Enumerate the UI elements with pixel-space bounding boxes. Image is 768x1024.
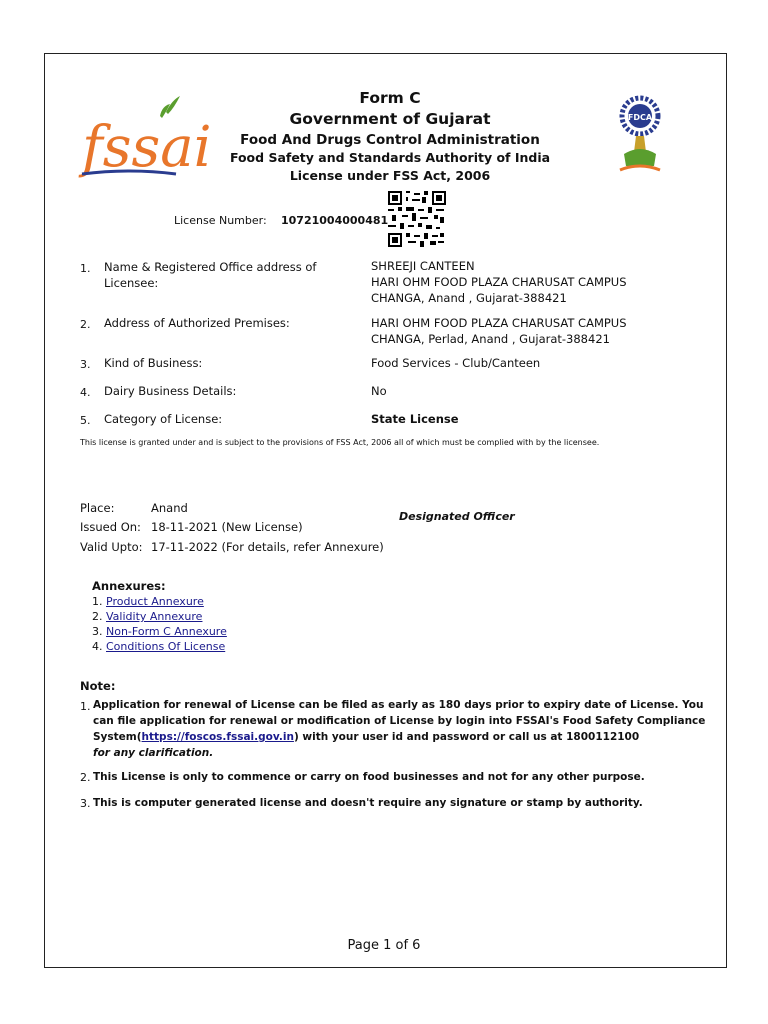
note-title: Note: [80, 679, 116, 693]
business-kind-label: Kind of Business: [104, 356, 203, 370]
fdca-emblem [610, 92, 676, 182]
license-number: 10721004000481 [281, 214, 389, 227]
row-number: 2. [80, 318, 91, 331]
act-title: License under FSS Act, 2006 [289, 168, 491, 183]
note-number: 2. [80, 771, 91, 784]
qr-code-icon [388, 191, 446, 247]
row-number: 3. [80, 358, 91, 371]
conditions-of-license-link[interactable]: Conditions Of License [106, 640, 226, 653]
designated-officer: Designated Officer [399, 510, 515, 523]
annexure-number: 1. [92, 595, 103, 608]
place-value: Anand [151, 501, 188, 515]
validity-annexure-link[interactable]: Validity Annexure [106, 610, 203, 623]
form-title: Form C [359, 89, 421, 107]
annexure-number: 2. [92, 610, 103, 623]
annexures-title: Annexures: [92, 579, 166, 593]
annexure-item [92, 640, 225, 653]
foscos-link[interactable]: https://foscos.fssai.gov.in [141, 731, 294, 743]
row-number: 4. [80, 386, 91, 399]
annexure-number: 3. [92, 625, 103, 638]
place-label: Place: [80, 501, 115, 515]
annexure-item [92, 595, 204, 608]
grant-statement: This license is granted under and is subject to the provisions of FSS Act, 2006 all of which must be complied with by the licensee. [80, 438, 600, 447]
licensee-value: SHREEJI CANTEEN HARI OHM FOOD PLAZA CHARUSAT CAMPUS CHANGA, Anand , Gujarat-388421 [371, 259, 627, 305]
category-label: Category of License: [104, 412, 223, 426]
issued-label: Issued On: [80, 520, 141, 534]
product-annexure-link[interactable]: Product Annexure [106, 595, 204, 608]
business-kind-value: Food Services - Club/Canteen [371, 356, 541, 370]
note-renewal-clarification: for any clarification. [93, 747, 214, 759]
annexure-number: 4. [92, 640, 103, 653]
note-number: 3. [80, 797, 91, 810]
page-border [44, 53, 727, 968]
valid-label: Valid Upto: [80, 540, 143, 554]
svg-text:FDCA: FDCA [627, 113, 653, 122]
admin-title: Food And Drugs Control Administration [240, 132, 540, 148]
note-renewal [93, 697, 711, 761]
premises-value: HARI OHM FOOD PLAZA CHARUSAT CAMPUS CHANGA, Perlad, Anand , Gujarat-388421 [371, 316, 627, 346]
note-computer-generated: This is computer generated license and doesn't require any signature or stamp by authority. [93, 797, 643, 809]
annexure-item [92, 625, 227, 638]
fssai-logo [80, 82, 212, 182]
row-number: 5. [80, 414, 91, 427]
dairy-label: Dairy Business Details: [104, 384, 237, 398]
row-number: 1. [80, 262, 91, 275]
category-value: State License [371, 412, 459, 426]
license-number-label: License Number: [174, 214, 267, 227]
annexure-item [92, 610, 202, 623]
page-number: Page 1 of 6 [347, 938, 421, 953]
note-purpose: This License is only to commence or carry on food businesses and not for any other purpose. [93, 771, 645, 783]
dairy-value: No [371, 384, 387, 398]
note-renewal-text-cont: ) with your user id and password or call us at 1800112100 [293, 731, 640, 743]
authority-title: Food Safety and Standards Authority of India [229, 150, 551, 165]
note-number: 1. [80, 700, 91, 713]
note-renewal-text: Application for renewal of License can be filed as early as 180 days prior to expiry date of License. You can file application for renewal or modification of License by login into FSSAI's Food Safety Compliance System( [93, 699, 706, 743]
non-form-c-annexure-link[interactable]: Non-Form C Annexure [106, 625, 227, 638]
licensee-label: Name & Registered Office address of Licensee: [104, 260, 317, 290]
government-title: Government of Gujarat [289, 110, 491, 128]
fssai-logo-text: fssai [82, 115, 212, 180]
premises-label: Address of Authorized Premises: [104, 316, 290, 330]
issued-value: 18-11-2021 (New License) [151, 520, 303, 534]
valid-value: 17-11-2022 (For details, refer Annexure) [151, 540, 384, 554]
